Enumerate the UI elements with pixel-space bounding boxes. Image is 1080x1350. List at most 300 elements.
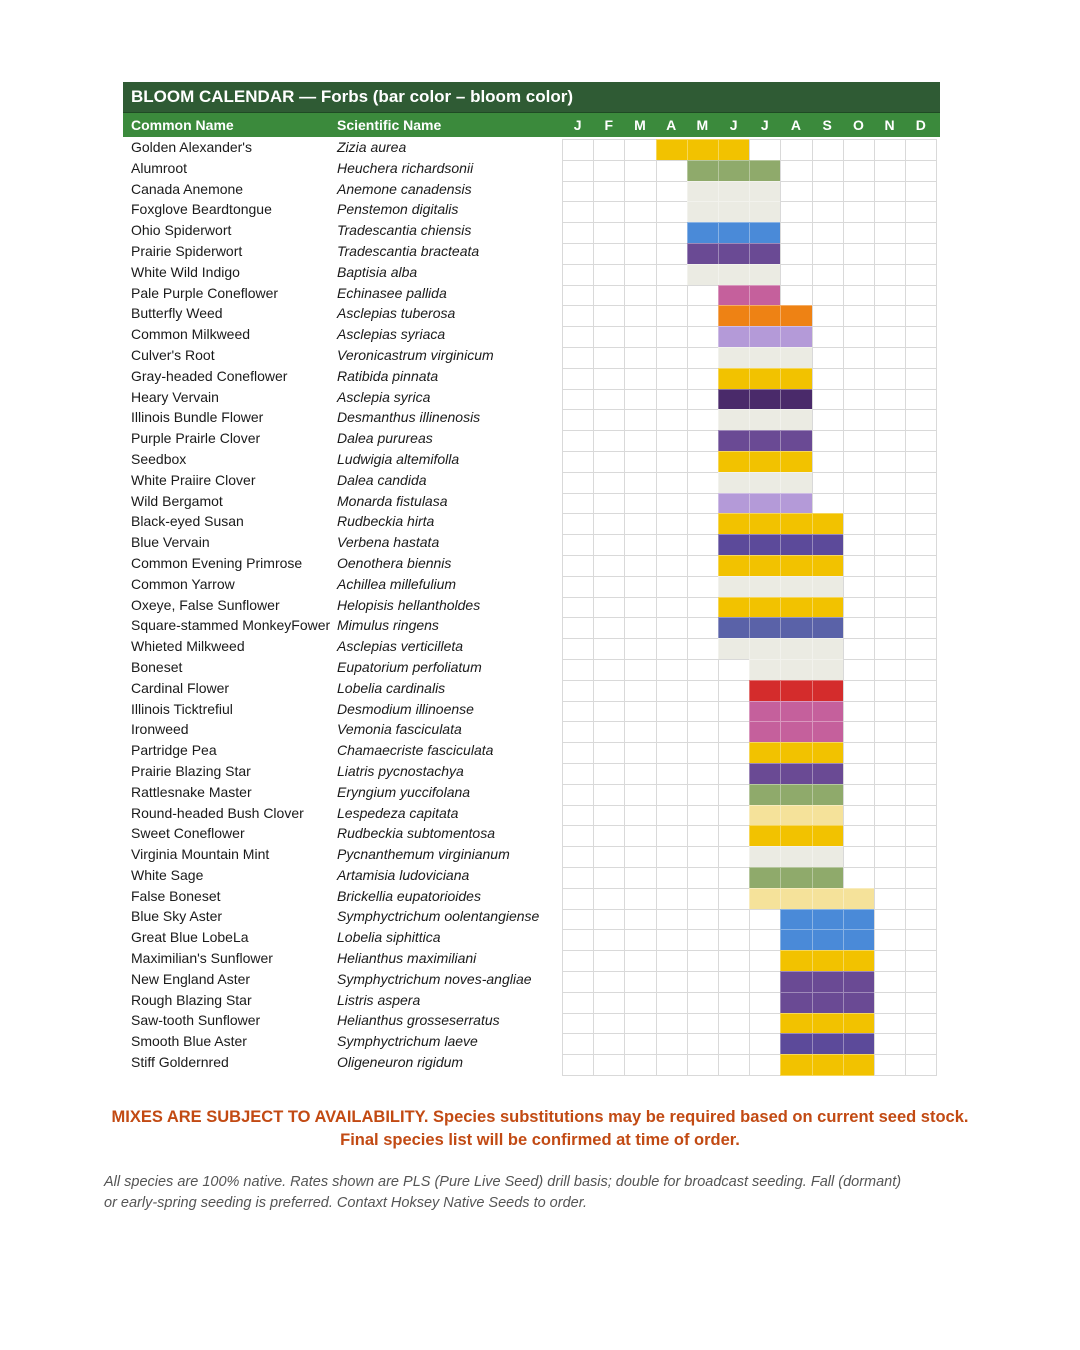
month-header: O	[852, 117, 864, 133]
grid-cell	[593, 680, 625, 702]
bloom-cell	[812, 576, 844, 598]
grid-cell	[874, 305, 906, 327]
bloom-cell	[812, 701, 844, 723]
grid-cell	[624, 285, 656, 307]
grid-cell	[687, 784, 719, 806]
grid-cell	[905, 763, 937, 785]
month-header: A	[790, 117, 802, 133]
grid-cell	[593, 472, 625, 494]
common-name: Rough Blazing Star	[131, 991, 252, 1008]
bloom-cell	[812, 1033, 844, 1055]
common-name: Stiff Goldernred	[131, 1054, 229, 1071]
grid-cell	[843, 160, 875, 182]
common-name: Illinois Ticktrefiul	[131, 700, 233, 717]
common-name: Gray-headed Coneflower	[131, 367, 288, 384]
bloom-cell	[780, 971, 812, 993]
grid-cell	[593, 347, 625, 369]
grid-cell	[718, 1033, 750, 1055]
grid-cell	[687, 534, 719, 556]
grid-cell	[593, 451, 625, 473]
grid-cell	[593, 638, 625, 660]
bloom-cell	[812, 721, 844, 743]
bloom-cell	[718, 451, 750, 473]
availability-notice: MIXES ARE SUBJECT TO AVAILABILITY. Species substitutions may be required based on current seed stock. Final species list will be confirmed at time of order.	[111, 1108, 969, 1149]
grid-cell	[562, 389, 594, 411]
grid-cell	[593, 992, 625, 1014]
common-name: Black-eyed Susan	[131, 513, 244, 530]
grid-cell	[905, 846, 937, 868]
grid-cell	[656, 867, 688, 889]
grid-cell	[624, 347, 656, 369]
scientific-name: Tradescantia chiensis	[337, 222, 472, 239]
grid-cell	[562, 971, 594, 993]
bloom-cell	[780, 472, 812, 494]
grid-cell	[874, 160, 906, 182]
grid-cell	[905, 742, 937, 764]
grid-cell	[718, 680, 750, 702]
grid-cell	[624, 513, 656, 535]
bloom-cell	[687, 181, 719, 203]
grid-cell	[749, 909, 781, 931]
grid-cell	[718, 992, 750, 1014]
grid-cell	[562, 867, 594, 889]
grid-cell	[905, 784, 937, 806]
grid-cell	[656, 347, 688, 369]
bloom-cell	[780, 409, 812, 431]
grid-cell	[874, 971, 906, 993]
grid-cell	[656, 805, 688, 827]
bloom-cell	[843, 1054, 875, 1076]
grid-cell	[656, 389, 688, 411]
grid-cell	[812, 243, 844, 265]
calendar-title: BLOOM CALENDAR — Forbs (bar color – bloom color)	[123, 82, 940, 112]
grid-cell	[593, 1054, 625, 1076]
bloom-cell	[812, 971, 844, 993]
grid-cell	[905, 222, 937, 244]
grid-cell	[874, 472, 906, 494]
scientific-name: Helianthus grosseserratus	[337, 1012, 500, 1029]
grid-cell	[718, 950, 750, 972]
bloom-cell	[749, 285, 781, 307]
grid-cell	[593, 368, 625, 390]
bloom-cell	[843, 992, 875, 1014]
grid-cell	[874, 680, 906, 702]
common-name: Smooth Blue Aster	[131, 1033, 247, 1050]
bloom-cell	[780, 929, 812, 951]
scientific-name: Lobelia siphittica	[337, 929, 441, 946]
common-name: New England Aster	[131, 970, 251, 987]
bloom-cell	[718, 597, 750, 619]
common-name: Ohio Spiderwort	[131, 222, 232, 239]
bloom-cell	[812, 1013, 844, 1035]
grid-cell	[687, 597, 719, 619]
common-name: Ironweed	[131, 721, 189, 738]
bloom-cell	[749, 201, 781, 223]
bloom-cell	[718, 243, 750, 265]
grid-cell	[718, 971, 750, 993]
grid-cell	[562, 825, 594, 847]
bloom-cell	[843, 929, 875, 951]
bloom-cell	[718, 409, 750, 431]
grid-cell	[780, 139, 812, 161]
grid-cell	[624, 389, 656, 411]
scientific-name: Liatris pycnostachya	[337, 762, 464, 779]
grid-cell	[718, 805, 750, 827]
scientific-name: Lobelia cardinalis	[337, 679, 446, 696]
grid-cell	[843, 181, 875, 203]
grid-cell	[874, 825, 906, 847]
scientific-name: Veronicastrum virginicum	[337, 346, 494, 363]
bloom-cell	[780, 305, 812, 327]
bloom-cell	[812, 929, 844, 951]
grid-cell	[687, 368, 719, 390]
grid-cell	[593, 971, 625, 993]
grid-cell	[905, 534, 937, 556]
grid-cell	[624, 617, 656, 639]
grid-cell	[562, 784, 594, 806]
grid-cell	[687, 721, 719, 743]
bloom-cell	[718, 285, 750, 307]
bloom-cell	[749, 472, 781, 494]
grid-cell	[874, 888, 906, 910]
grid-cell	[656, 888, 688, 910]
bloom-cell	[780, 659, 812, 681]
grid-cell	[843, 846, 875, 868]
bloom-cell	[780, 513, 812, 535]
grid-cell	[687, 513, 719, 535]
scientific-name: Asclepias verticilleta	[337, 638, 464, 655]
scientific-name: Rudbeckia hirta	[337, 513, 435, 530]
common-name: White Praiire Clover	[131, 471, 256, 488]
bloom-cell	[749, 513, 781, 535]
grid-cell	[624, 971, 656, 993]
grid-cell	[843, 243, 875, 265]
grid-cell	[562, 222, 594, 244]
common-name: White Wild Indigo	[131, 263, 240, 280]
grid-cell	[812, 409, 844, 431]
grid-cell	[624, 742, 656, 764]
bloom-cell	[749, 243, 781, 265]
grid-cell	[874, 909, 906, 931]
grid-cell	[843, 285, 875, 307]
grid-cell	[562, 1033, 594, 1055]
grid-cell	[874, 721, 906, 743]
grid-cell	[812, 389, 844, 411]
grid-cell	[718, 1013, 750, 1035]
bloom-cell	[749, 680, 781, 702]
grid-cell	[687, 409, 719, 431]
bloom-cell	[780, 742, 812, 764]
bloom-cell	[687, 160, 719, 182]
grid-cell	[624, 243, 656, 265]
grid-cell	[905, 680, 937, 702]
bloom-cell	[718, 368, 750, 390]
common-name: Round-headed Bush Clover	[131, 804, 304, 821]
grid-cell	[905, 493, 937, 515]
grid-cell	[624, 763, 656, 785]
grid-cell	[656, 638, 688, 660]
grid-cell	[905, 451, 937, 473]
bloom-cell	[687, 264, 719, 286]
grid-cell	[593, 409, 625, 431]
grid-cell	[812, 326, 844, 348]
grid-cell	[812, 222, 844, 244]
grid-cell	[656, 971, 688, 993]
scientific-name: Zizia aurea	[337, 139, 407, 155]
grid-cell	[656, 430, 688, 452]
grid-cell	[687, 825, 719, 847]
bloom-cell	[749, 721, 781, 743]
grid-cell	[562, 846, 594, 868]
bloom-cell	[749, 534, 781, 556]
grid-cell	[874, 368, 906, 390]
grid-cell	[905, 825, 937, 847]
grid-cell	[593, 555, 625, 577]
grid-cell	[593, 805, 625, 827]
grid-cell	[812, 368, 844, 390]
grid-cell	[593, 929, 625, 951]
grid-cell	[905, 430, 937, 452]
grid-cell	[593, 160, 625, 182]
month-header: J	[760, 117, 769, 133]
grid-cell	[905, 389, 937, 411]
grid-cell	[687, 472, 719, 494]
common-name: Butterfly Weed	[131, 305, 223, 322]
bloom-cell	[812, 638, 844, 660]
grid-cell	[656, 222, 688, 244]
bloom-cell	[749, 805, 781, 827]
grid-cell	[843, 805, 875, 827]
grid-cell	[905, 638, 937, 660]
grid-cell	[656, 742, 688, 764]
grid-cell	[593, 305, 625, 327]
grid-cell	[687, 1054, 719, 1076]
grid-cell	[562, 929, 594, 951]
scientific-name: Dalea candida	[337, 471, 427, 488]
grid-cell	[687, 326, 719, 348]
scientific-name: Dalea purureas	[337, 430, 433, 447]
grid-cell	[812, 139, 844, 161]
grid-cell	[843, 659, 875, 681]
grid-cell	[687, 555, 719, 577]
common-name: Saw-tooth Sunflower	[131, 1012, 261, 1029]
grid-cell	[593, 825, 625, 847]
common-name: Heary Vervain	[131, 388, 219, 405]
common-name: Cardinal Flower	[131, 679, 230, 696]
grid-cell	[624, 555, 656, 577]
scientific-name: Asclepias tuberosa	[337, 305, 456, 322]
grid-cell	[843, 493, 875, 515]
grid-cell	[593, 493, 625, 515]
bloom-cell	[718, 617, 750, 639]
grid-cell	[593, 222, 625, 244]
grid-cell	[843, 139, 875, 161]
month-header: M	[634, 117, 646, 133]
grid-cell	[905, 617, 937, 639]
grid-cell	[624, 409, 656, 431]
grid-cell	[843, 555, 875, 577]
scientific-name: Listris aspera	[337, 991, 421, 1008]
grid-cell	[905, 805, 937, 827]
month-header: M	[696, 117, 709, 133]
bloom-cell	[780, 950, 812, 972]
month-header: A	[666, 117, 677, 133]
common-name-header: Common Name	[131, 117, 234, 133]
grid-cell	[624, 888, 656, 910]
bloom-cell	[780, 701, 812, 723]
grid-cell	[562, 243, 594, 265]
bloom-cell	[749, 576, 781, 598]
grid-cell	[656, 409, 688, 431]
grid-cell	[593, 784, 625, 806]
grid-cell	[624, 929, 656, 951]
grid-cell	[562, 409, 594, 431]
grid-cell	[593, 181, 625, 203]
grid-cell	[905, 347, 937, 369]
grid-cell	[749, 1033, 781, 1055]
bloom-cell	[718, 201, 750, 223]
bloom-cell	[780, 721, 812, 743]
bloom-cell	[812, 555, 844, 577]
bloom-cell	[843, 1033, 875, 1055]
grid-cell	[905, 1054, 937, 1076]
grid-cell	[593, 909, 625, 931]
grid-cell	[874, 1013, 906, 1035]
scientific-name: Symphyctrichum noves-angliae	[337, 970, 532, 987]
grid-cell	[718, 929, 750, 951]
grid-cell	[843, 763, 875, 785]
grid-cell	[874, 929, 906, 951]
grid-cell	[905, 950, 937, 972]
grid-cell	[562, 721, 594, 743]
grid-cell	[562, 909, 594, 931]
grid-cell	[624, 950, 656, 972]
grid-cell	[905, 160, 937, 182]
grid-cell	[718, 867, 750, 889]
grid-cell	[905, 597, 937, 619]
grid-cell	[874, 992, 906, 1014]
grid-cell	[905, 326, 937, 348]
grid-cell	[656, 1033, 688, 1055]
scientific-name: Helopisis hellantholdes	[337, 596, 481, 613]
grid-cell	[656, 1013, 688, 1035]
scientific-name: Symphyctrichum laeve	[337, 1033, 478, 1050]
grid-cell	[687, 742, 719, 764]
grid-cell	[874, 638, 906, 660]
grid-cell	[624, 451, 656, 473]
bloom-cell	[812, 888, 844, 910]
grid-cell	[874, 701, 906, 723]
bloom-cell	[780, 992, 812, 1014]
grid-cell	[718, 721, 750, 743]
grid-cell	[624, 701, 656, 723]
grid-cell	[687, 971, 719, 993]
grid-cell	[843, 825, 875, 847]
grid-cell	[624, 680, 656, 702]
bloom-cell	[718, 181, 750, 203]
bloom-cell	[718, 326, 750, 348]
bloom-cell	[718, 305, 750, 327]
grid-cell	[905, 513, 937, 535]
grid-cell	[874, 389, 906, 411]
grid-cell	[656, 763, 688, 785]
grid-cell	[687, 701, 719, 723]
bloom-cell	[780, 555, 812, 577]
grid-cell	[843, 347, 875, 369]
bloom-cell	[780, 326, 812, 348]
bloom-cell	[780, 576, 812, 598]
bloom-cell	[780, 638, 812, 660]
scientific-name: Lespedeza capitata	[337, 804, 459, 821]
grid-cell	[562, 513, 594, 535]
bloom-cell	[780, 909, 812, 931]
bloom-cell	[749, 638, 781, 660]
scientific-name: Eupatorium perfoliatum	[337, 658, 482, 675]
grid-cell	[562, 451, 594, 473]
bloom-calendar	[123, 82, 940, 1077]
month-header: D	[915, 117, 926, 133]
grid-cell	[656, 992, 688, 1014]
grid-cell	[593, 950, 625, 972]
grid-cell	[780, 181, 812, 203]
grid-cell	[905, 576, 937, 598]
common-name: Great Blue LobeLa	[131, 929, 249, 946]
bloom-cell	[812, 784, 844, 806]
bloom-cell	[718, 347, 750, 369]
grid-cell	[749, 950, 781, 972]
bloom-cell	[780, 347, 812, 369]
grid-cell	[749, 992, 781, 1014]
scientific-name: Chamaecriste fasciculata	[337, 742, 494, 759]
grid-cell	[812, 285, 844, 307]
bloom-cell	[749, 430, 781, 452]
grid-cell	[593, 389, 625, 411]
grid-cell	[593, 1033, 625, 1055]
bloom-cell	[749, 763, 781, 785]
bloom-cell	[718, 389, 750, 411]
grid-cell	[593, 721, 625, 743]
grid-cell	[593, 617, 625, 639]
grid-cell	[562, 576, 594, 598]
grid-cell	[687, 929, 719, 951]
grid-cell	[656, 1054, 688, 1076]
grid-cell	[624, 825, 656, 847]
bloom-cell	[749, 181, 781, 203]
grid-cell	[562, 430, 594, 452]
grid-cell	[905, 368, 937, 390]
grid-cell	[624, 181, 656, 203]
grid-cell	[874, 430, 906, 452]
common-name: Illinois Bundle Flower	[131, 409, 264, 426]
grid-cell	[593, 846, 625, 868]
grid-cell	[843, 201, 875, 223]
common-name: Seedbox	[131, 450, 187, 467]
grid-cell	[905, 992, 937, 1014]
grid-cell	[874, 493, 906, 515]
grid-cell	[687, 451, 719, 473]
grid-cell	[812, 201, 844, 223]
bloom-cell	[780, 368, 812, 390]
bloom-cell	[749, 409, 781, 431]
grid-cell	[562, 888, 594, 910]
bloom-cell	[812, 846, 844, 868]
grid-cell	[562, 347, 594, 369]
bloom-cell	[718, 160, 750, 182]
grid-cell	[874, 264, 906, 286]
grid-cell	[905, 867, 937, 889]
grid-cell	[562, 493, 594, 515]
grid-cell	[562, 160, 594, 182]
